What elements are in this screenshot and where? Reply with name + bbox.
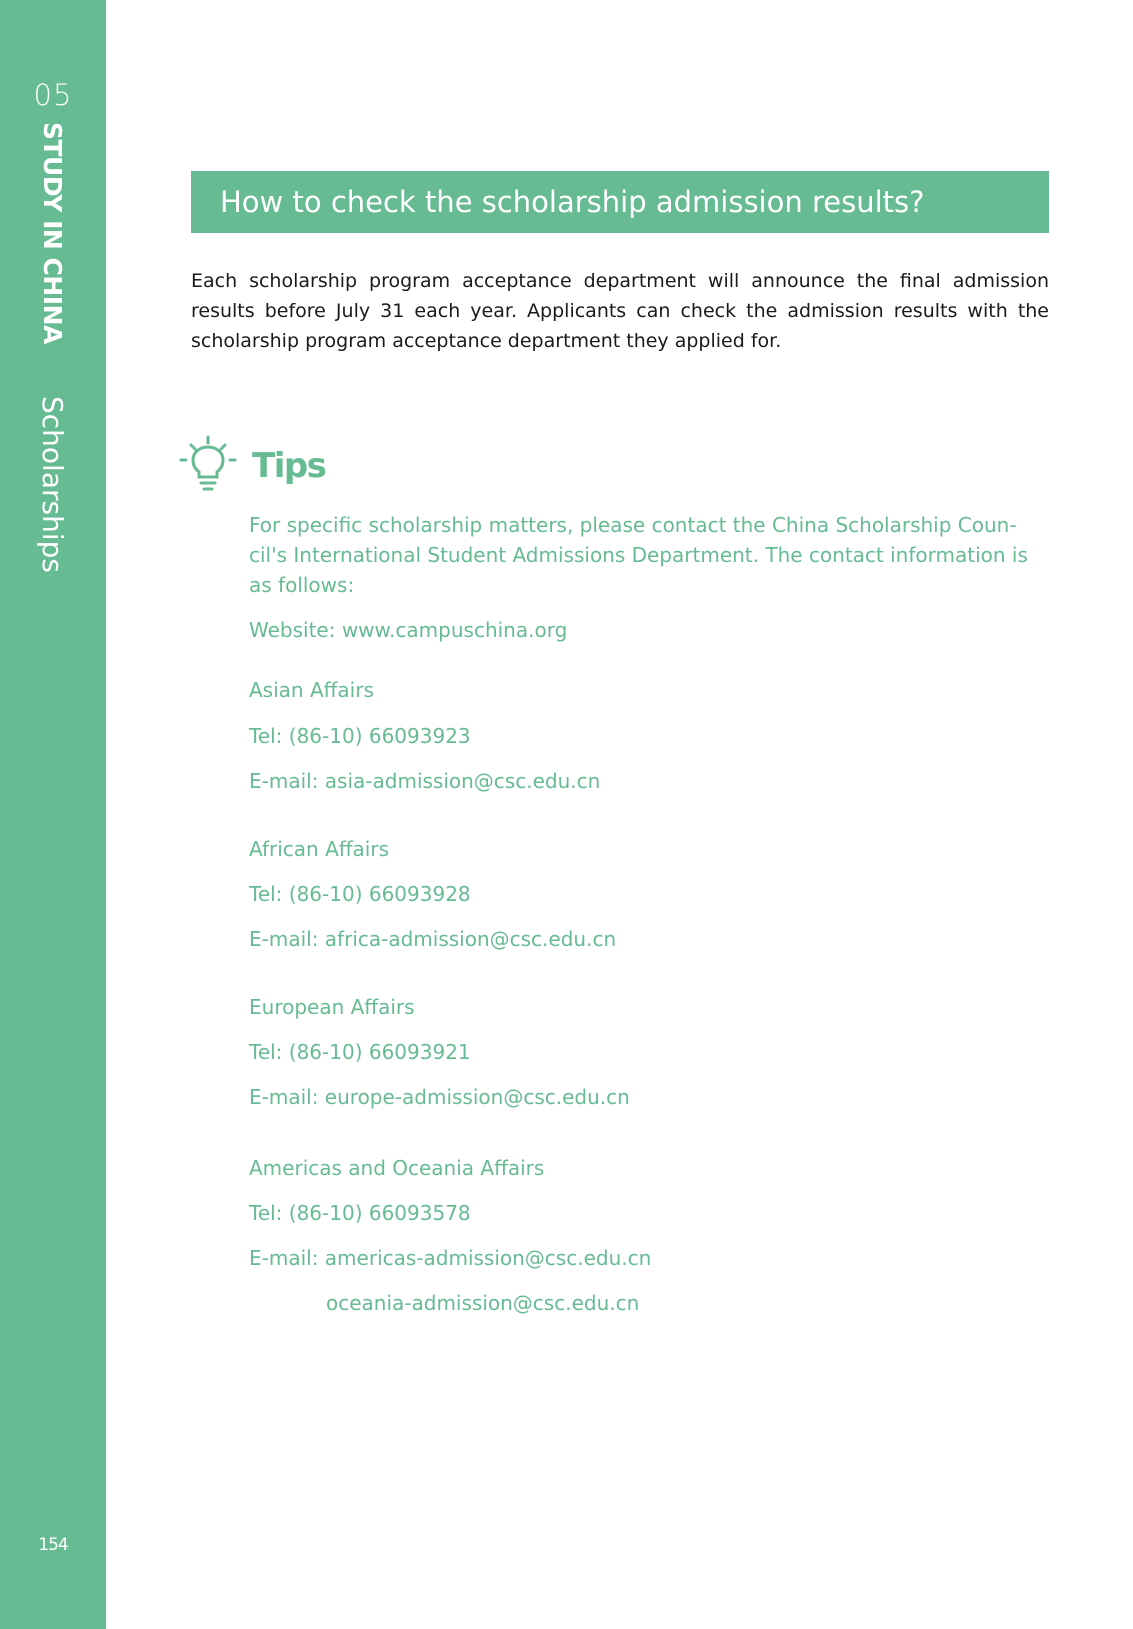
contact-email-americas[interactable]: E-mail: americas-admission@csc.edu.cn: [249, 1246, 652, 1270]
contact-name-european: European Affairs: [249, 995, 415, 1019]
lightbulb-icon: [179, 435, 237, 493]
website-line[interactable]: Website: www.campuschina.org: [249, 618, 568, 642]
sidebar-title: STUDY IN CHINA: [38, 122, 67, 344]
contact-tel-americas-oceania: Tel: (86-10) 66093578: [249, 1201, 471, 1225]
contact-name-americas-oceania: Americas and Oceania Affairs: [249, 1156, 545, 1180]
intro-paragraph: Each scholarship program acceptance department will announce the final admission results before July 31 each year. Applicants can check the admission results with the scholarship program acceptance department they applied for.: [191, 270, 1049, 352]
contact-tel-asian: Tel: (86-10) 66093923: [249, 724, 471, 748]
contact-tel-european: Tel: (86-10) 66093921: [249, 1040, 471, 1064]
contact-tel-african: Tel: (86-10) 66093928: [249, 882, 471, 906]
section-heading: How to check the scholarship admission results?: [191, 171, 1049, 233]
sidebar: [0, 0, 106, 1629]
contact-name-african: African Affairs: [249, 837, 389, 861]
chapter-number: 05: [33, 78, 73, 112]
contact-name-asian: Asian Affairs: [249, 678, 374, 702]
contact-email-oceania[interactable]: oceania-admission@csc.edu.cn: [326, 1291, 640, 1315]
tips-text: For specific scholarship matters, please contact the China Scholarship Coun-cil's International Student Admissions Department. The contact information is as follows:: [249, 513, 1028, 597]
sidebar-subtitle: Scholarships: [36, 396, 69, 573]
contact-email-european[interactable]: E-mail: europe-admission@csc.edu.cn: [249, 1085, 630, 1109]
contact-email-asian[interactable]: E-mail: asia-admission@csc.edu.cn: [249, 769, 601, 793]
contact-email-african[interactable]: E-mail: africa-admission@csc.edu.cn: [249, 927, 617, 951]
page-number: 154: [38, 1535, 68, 1555]
tips-title: Tips: [252, 446, 326, 486]
